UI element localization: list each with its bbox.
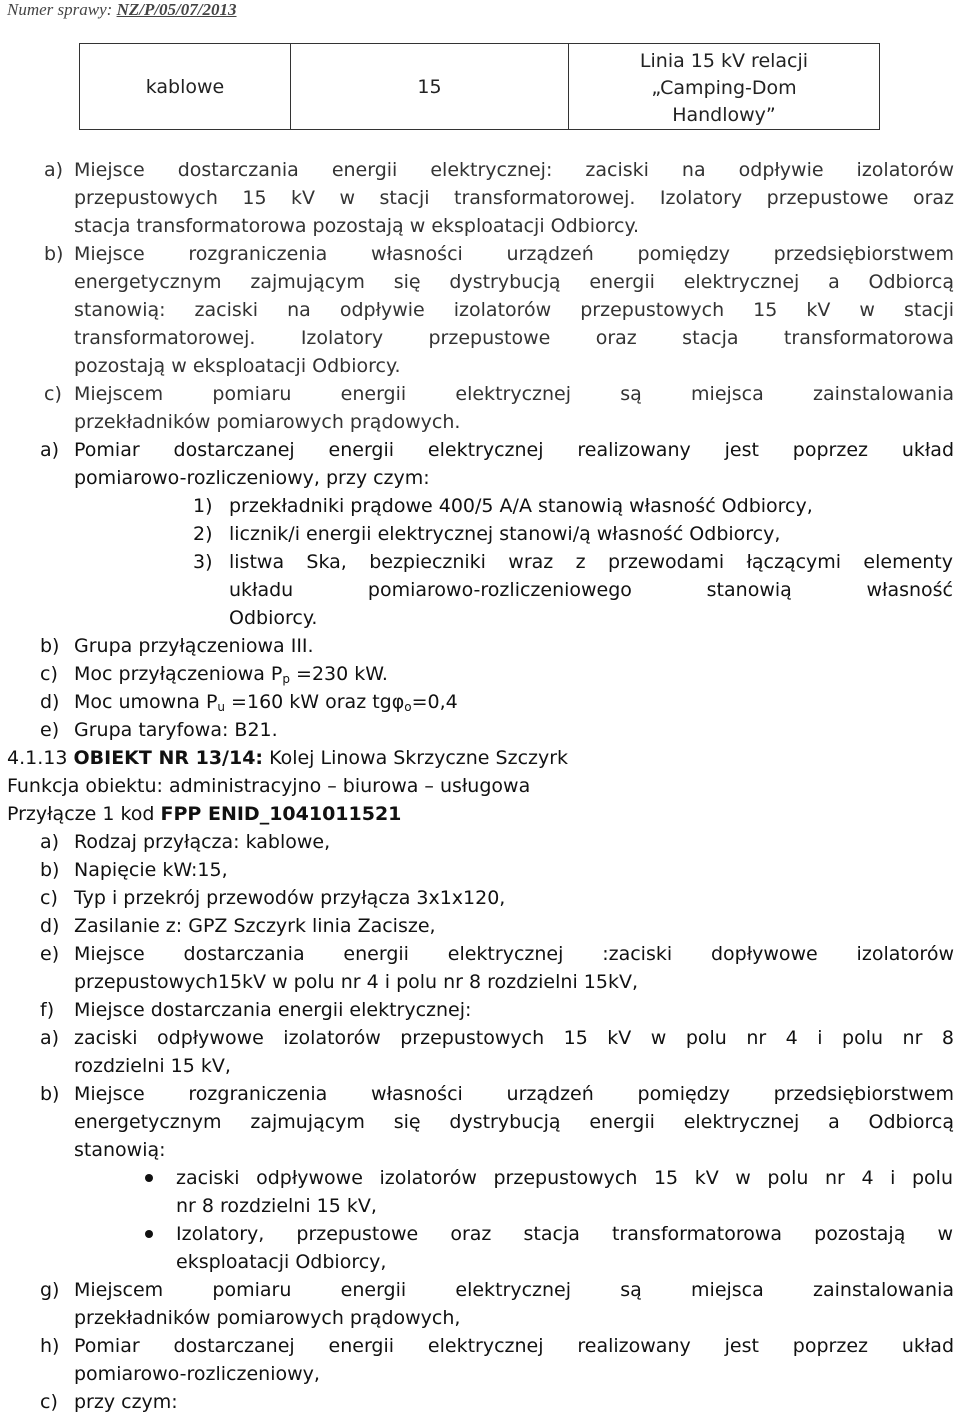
item-label: b) [44, 243, 64, 265]
item-label: c) [40, 887, 58, 909]
text: =230 kW. [290, 663, 388, 685]
paragraph-line: przepustowych15kV w polu nr 4 i polu nr 8 rozdzielni 15kV, [74, 971, 638, 993]
text: =160 kW oraz tgφ [225, 691, 405, 713]
paragraph-line: listwa Ska, bezpieczniki wraz z przewodami łączącymi elementy [229, 551, 953, 573]
paragraph-line: energetycznym zajmującym się dystrybucją energii elektrycznej a Odbiorcą [74, 1111, 954, 1133]
item-label: d) [40, 915, 60, 937]
paragraph-line [74, 660, 388, 688]
subscript: u [217, 700, 226, 714]
paragraph-line: Izolatory, przepustowe oraz stacja transformatorowa pozostają w [176, 1223, 953, 1245]
paragraph-line: rozdzielni 15 kV, [74, 1055, 231, 1077]
bullet-icon [145, 1174, 153, 1182]
section-title-rest: Kolej Linowa Skrzyczne Szczyrk [263, 747, 569, 769]
paragraph-line: Miejsce rozgraniczenia własności urządzeń pomiędzy przedsiębiorstwem [74, 1083, 954, 1105]
paragraph-line: nr 8 rozdzielni 15 kV, [176, 1195, 377, 1217]
table-cell-line [569, 44, 880, 130]
item-label: e) [40, 719, 60, 741]
paragraph-line: Zasilanie z: GPZ Szczyrk linia Zacisze, [74, 915, 436, 937]
line-desc-3: Handlowy” [672, 104, 776, 126]
object-function: Funkcja obiektu: administracyjno – biurowa – usługowa [7, 775, 531, 797]
paragraph-line: pomiarowo-rozliczeniowy, [74, 1363, 320, 1385]
paragraph-line: zaciski odpływowe izolatorów przepustowych 15 kV w polu nr 4 i polu nr 8 [74, 1027, 954, 1049]
item-label: g) [40, 1279, 60, 1301]
paragraph-line: Pomiar dostarczanej energii elektrycznej realizowany jest poprzez układ [74, 439, 954, 461]
item-label: 3) [193, 551, 213, 573]
paragraph-line: Miejsce rozgraniczenia własności urządzeń pomiędzy przedsiębiorstwem [74, 243, 954, 265]
table-cell-type: kablowe [80, 44, 291, 130]
item-label: c) [40, 663, 58, 685]
item-label: a) [40, 439, 60, 461]
line-desc-1: Linia 15 kV relacji [639, 50, 809, 72]
item-label: b) [40, 1083, 60, 1105]
paragraph-line: Rodzaj przyłącza: kablowe, [74, 831, 331, 853]
paragraph-line: przepustowych 15 kV w stacji transformatorowej. Izolatory przepustowe oraz [74, 187, 954, 209]
subscript: o [404, 700, 412, 714]
item-label: a) [44, 159, 64, 181]
text: Moc umowna P [74, 691, 218, 713]
item-label: h) [40, 1335, 60, 1357]
item-label: e) [40, 943, 60, 965]
paragraph-line: stanowią: zaciski na odpływie izolatorów przepustowych 15 kV w stacji [74, 299, 954, 321]
paragraph-line: Miejsce dostarczania energii elektrycznej: zaciski na odpływie izolatorów [74, 159, 954, 181]
section-title: OBIEKT NR 13/14: [73, 747, 264, 769]
table-cell-voltage: 15 [291, 44, 569, 130]
paragraph-line: pozostają w eksploatacji Odbiorcy. [74, 355, 401, 377]
item-label: a) [40, 1027, 60, 1049]
connection-code [7, 800, 401, 828]
page-header [7, 0, 237, 20]
paragraph-line: układu pomiarowo-rozliczeniowego stanowią własność [229, 579, 953, 601]
paragraph-line: Typ i przekrój przewodów przyłącza 3x1x120, [74, 887, 506, 909]
paragraph-line: Napięcie kW:15, [74, 859, 228, 881]
code: FPP ENID_1041011521 [160, 803, 402, 825]
bullet-icon [145, 1230, 153, 1238]
paragraph-line: przekładników pomiarowych prądowych. [74, 411, 461, 433]
paragraph-line [74, 688, 458, 716]
case-prefix: Numer sprawy: [7, 0, 117, 19]
paragraph-line: Pomiar dostarczanej energii elektrycznej realizowany jest poprzez układ [74, 1335, 954, 1357]
paragraph-line: Odbiorcy. [229, 607, 318, 629]
item-label: 1) [193, 495, 213, 517]
paragraph-line: Grupa przyłączeniowa III. [74, 635, 314, 657]
connection-table [79, 43, 880, 130]
item-label: f) [40, 999, 55, 1021]
item-label: 2) [193, 523, 213, 545]
paragraph-line: Grupa taryfowa: B21. [74, 719, 278, 741]
item-label: d) [40, 691, 60, 713]
table-row [80, 44, 880, 130]
item-label: c) [40, 1391, 58, 1413]
text: =0,4 [411, 691, 458, 713]
item-label: b) [40, 635, 60, 657]
paragraph-line: transformatorowej. Izolatory przepustowe oraz stacja transformatorowa [74, 327, 954, 349]
paragraph-line: Miejscem pomiaru energii elektrycznej są miejsca zainstalowania [74, 1279, 954, 1301]
paragraph-line: stacja transformatorowa pozostają w eksploatacji Odbiorcy. [74, 215, 640, 237]
line-desc-2: „Camping-Dom [651, 77, 797, 99]
item-label: b) [40, 859, 60, 881]
paragraph-line: pomiarowo-rozliczeniowy, przy czym: [74, 467, 430, 489]
paragraph-line: energetycznym zajmującym się dystrybucją energii elektrycznej a Odbiorcą [74, 271, 954, 293]
paragraph-line: stanowią: [74, 1139, 166, 1161]
paragraph-line: Miejsce dostarczania energii elektrycznej: [74, 999, 472, 1021]
paragraph-line: licznik/i energii elektrycznej stanowi/ą własność Odbiorcy, [229, 523, 781, 545]
case-number: NZ/P/05/07/2013 [116, 0, 237, 19]
paragraph-line: przekładniki prądowe 400/5 A/A stanowią własność Odbiorcy, [229, 495, 813, 517]
paragraph-line: eksploatacji Odbiorcy, [176, 1251, 387, 1273]
paragraph-line: zaciski odpływowe izolatorów przepustowych 15 kV w polu nr 4 i polu [176, 1167, 953, 1189]
item-label: a) [40, 831, 60, 853]
paragraph-line: Miejsce dostarczania energii elektrycznej :zaciski dopływowe izolatorów [74, 943, 954, 965]
text: Moc przyłączeniowa P [74, 663, 283, 685]
paragraph-line: przekładników pomiarowych prądowych, [74, 1307, 461, 1329]
item-label: c) [44, 383, 62, 405]
section-heading [7, 744, 568, 772]
subscript: p [282, 672, 290, 686]
paragraph-line: przy czym: [74, 1391, 178, 1413]
paragraph-line: Miejscem pomiaru energii elektrycznej są miejsca zainstalowania [74, 383, 954, 405]
text: Przyłącze 1 kod [7, 803, 161, 825]
section-number: 4.1.13 [7, 747, 74, 769]
